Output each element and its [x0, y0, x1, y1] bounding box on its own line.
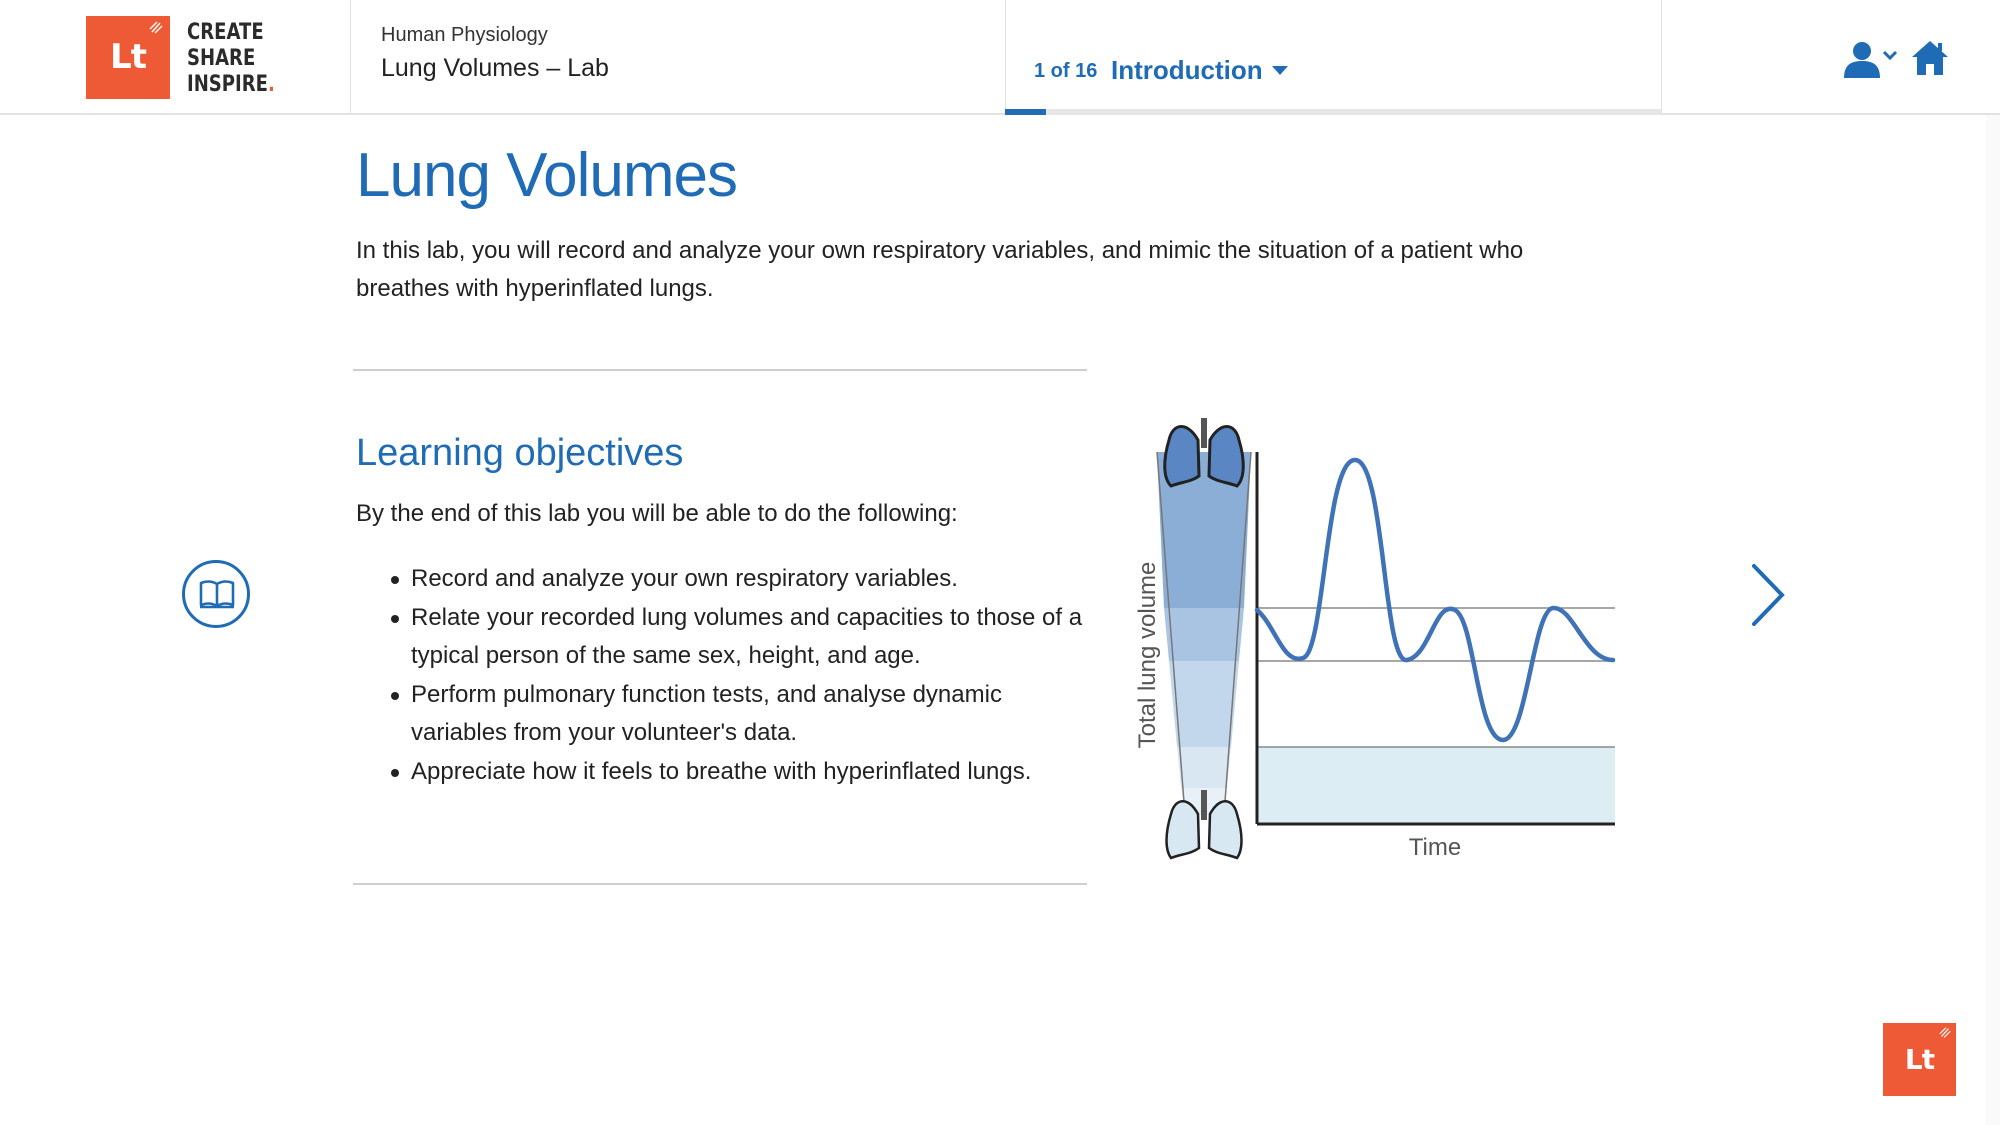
diagram-volume-segment [1177, 747, 1231, 788]
diagram-x-label: Time [1408, 834, 1462, 861]
footer-logo-text: Lt [1904, 1043, 1935, 1076]
lesson-progress-bar [1005, 109, 1662, 115]
section-dropdown[interactable]: Introduction [1111, 55, 1263, 85]
lungs-deflated-icon [1167, 790, 1242, 858]
resources-button[interactable] [182, 560, 250, 628]
header-divider [350, 0, 351, 115]
tagline-inspire: INSPIRE [187, 72, 268, 97]
objectives-lead: By the end of this lab you will be able to do the following: [356, 500, 958, 527]
tagline-share: SHARE [187, 46, 256, 71]
spark-icon [148, 20, 164, 36]
chevron-right-icon[interactable] [1744, 562, 1792, 628]
course-subject: Human Physiology [381, 24, 548, 46]
list-item: Appreciate how it feels to breathe with hyperinflated lungs. [411, 753, 1091, 792]
header-divider [1661, 0, 1662, 115]
home-icon[interactable] [1910, 38, 1950, 78]
list-item: Record and analyze your own respiratory variables. [411, 560, 1091, 599]
page-counter: 1 of 16 [1034, 60, 1098, 82]
diagram-y-label: Total lung volume [1134, 561, 1161, 749]
chevron-down-icon[interactable] [1272, 66, 1288, 75]
page-title: Lung Volumes [356, 141, 737, 210]
top-header [0, 0, 2000, 115]
book-icon [198, 579, 236, 609]
section-divider [353, 883, 1087, 885]
brand-logo[interactable] [86, 16, 170, 99]
list-item: Relate your recorded lung volumes and capacities to those of a typical person of the same sex, height, and age. [411, 599, 1091, 676]
scrollbar-track[interactable] [1986, 115, 2000, 1125]
section-divider [353, 369, 1087, 371]
breathing-trace [1257, 460, 1613, 740]
brand-tagline [187, 20, 275, 98]
footer-logo[interactable] [1883, 1023, 1956, 1096]
lesson-progress-fill [1005, 109, 1046, 115]
header-divider [1005, 0, 1006, 115]
logo-text: Lt [110, 37, 146, 77]
spark-icon [1938, 1026, 1952, 1040]
residual-volume-area [1257, 747, 1615, 824]
course-title: Lung Volumes – Lab [381, 54, 609, 82]
diagram-volume-segment [1164, 608, 1244, 661]
tagline-create: CREATE [187, 20, 264, 45]
user-icon[interactable] [1842, 40, 1898, 80]
list-item: Perform pulmonary function tests, and analyse dynamic variables from your volunteer's data. [411, 676, 1091, 753]
lung-volume-diagram [1125, 410, 1645, 870]
objectives-list [411, 560, 1091, 791]
tagline-dot: . [267, 72, 275, 97]
objectives-heading: Learning objectives [356, 432, 684, 474]
intro-paragraph: In this lab, you will record and analyze your own respiratory variables, and mimic the situation of a patient who breathes with hyperinflated lungs. [356, 237, 1524, 302]
